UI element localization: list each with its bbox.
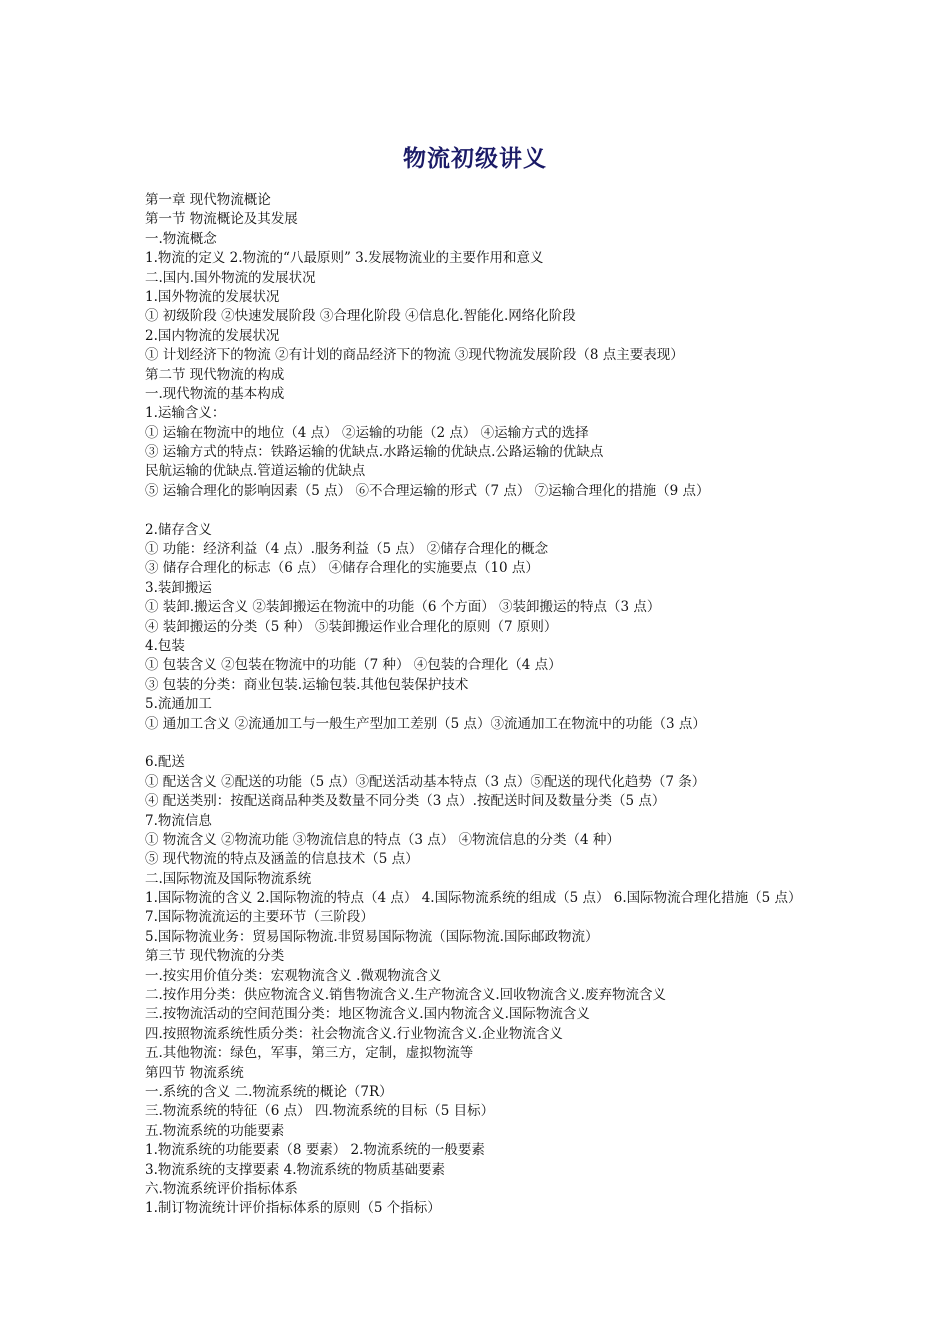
text-line: 一.物流概念 <box>145 230 217 247</box>
text-line: ③ 运输方式的特点：铁路运输的优缺点.水路运输的优缺点.公路运输的优缺点 <box>145 444 604 461</box>
document-title: 物流初级讲义 <box>403 145 547 172</box>
text-line: 4.包装 <box>145 637 185 654</box>
text-line: 五.物流系统的功能要素 <box>145 1122 285 1139</box>
text-line: ① 运输在物流中的地位（4 点） ②运输的功能（2 点） ④运输方式的选择 <box>145 424 589 441</box>
text-line: ③ 储存合理化的标志（6 点） ④储存合理化的实施要点（10 点） <box>145 560 539 577</box>
text-line: 1.国外物流的发展状况 <box>145 288 280 305</box>
text-line: 1.物流的定义 2.物流的“八最原则” 3.发展物流业的主要作用和意义 <box>145 250 544 267</box>
text-line: 第三节 现代物流的分类 <box>145 948 285 965</box>
text-line: ④ 配送类别：按配送商品种类及数量不同分类（3 点）.按配送时间及数量分类（5 点） <box>145 793 666 810</box>
text-line: 1.国际物流的含义 2.国际物流的特点（4 点） 4.国际物流系统的组成（5 点） 6.国际物流合理化措施（5 点） 7.国际物流流运的主要环节（三阶段） <box>145 890 802 926</box>
text-line: ① 通加工含义 ②流通加工与一般生产型加工差别（5 点）③流通加工在物流中的功能（3 点） <box>145 715 706 732</box>
blank-line <box>145 501 815 520</box>
text-line: 五.其他物流：绿色，军事，第三方，定制，虚拟物流等 <box>145 1045 474 1062</box>
text-line: 一.系统的含义 二.物流系统的概论（7R） <box>145 1084 393 1100</box>
text-line: 2.国内物流的发展状况 <box>145 327 280 344</box>
text-line: 1.制订物流统计评价指标体系的原则（5 个指标） <box>145 1200 441 1217</box>
text-line: 1.物流系统的功能要素（8 要素） 2.物流系统的一般要素 <box>145 1142 485 1159</box>
text-line: 5.国际物流业务：贸易国际物流.非贸易国际物流（国际物流.国际邮政物流） <box>145 928 599 945</box>
text-line: 5.流通加工 <box>145 696 212 713</box>
text-line: ① 配送含义 ②配送的功能（5 点）③配送活动基本特点（3 点）⑤配送的现代化趋势（7 条） <box>145 773 706 790</box>
text-line: 第二节 现代物流的构成 <box>145 366 285 383</box>
text-line: ③ 包装的分类：商业包装.运输包装.其他包装保护技术 <box>145 676 469 693</box>
text-line: 一.按实用价值分类：宏观物流含义 .微观物流含义 <box>145 967 442 984</box>
text-line: 三.按物流活动的空间范围分类：地区物流含义.国内物流含义.国际物流含义 <box>145 1006 590 1023</box>
text-line: 6.配送 <box>145 754 185 771</box>
text-line: 三.物流系统的特征（6 点） 四.物流系统的目标（5 目标） <box>145 1103 495 1120</box>
text-line: 3.装卸搬运 <box>145 579 212 596</box>
text-line: ① 物流含义 ②物流功能 ③物流信息的特点（3 点） ④物流信息的分类（4 种） <box>145 831 620 848</box>
text-line: 二.国际物流及国际物流系统 <box>145 870 312 887</box>
text-line: 四.按照物流系统性质分类：社会物流含义.行业物流含义.企业物流含义 <box>145 1025 563 1042</box>
text-line: 1.运输含义： <box>145 405 226 422</box>
text-line: ① 初级阶段 ②快速发展阶段 ③合理化阶段 ④信息化.智能化.网络化阶段 <box>145 308 576 325</box>
text-line: ⑤ 运输合理化的影响因素（5 点） ⑥不合理运输的形式（7 点） ⑦运输合理化的措施（9 点） <box>145 482 710 499</box>
text-line: ① 包装含义 ②包装在物流中的功能（7 种） ④包装的合理化（4 点） <box>145 657 562 674</box>
text-line: 第四节 物流系统 <box>145 1064 244 1081</box>
text-line: 二.国内.国外物流的发展状况 <box>145 269 316 286</box>
text-line: 7.物流信息 <box>145 812 212 829</box>
text-line: ① 装卸.搬运含义 ②装卸搬运在物流中的功能（6 个方面） ③装卸搬运的特点（3 点） <box>145 599 661 616</box>
text-line: 一.现代物流的基本构成 <box>145 385 285 402</box>
text-line: 二.按作用分类：供应物流含义.销售物流含义.生产物流含义.回收物流含义.废弃物流含义 <box>145 987 666 1004</box>
document-body <box>145 191 815 1219</box>
text-line: ① 功能：经济利益（4 点）.服务利益（5 点） ②储存合理化的概念 <box>145 541 549 558</box>
text-line: ① 计划经济下的物流 ②有计划的商品经济下的物流 ③现代物流发展阶段（8 点主要表现） <box>145 347 684 364</box>
blank-line <box>145 734 815 753</box>
text-line: 六.物流系统评价指标体系 <box>145 1180 298 1197</box>
text-line: 3.物流系统的支撑要素 4.物流系统的物质基础要素 <box>145 1161 446 1178</box>
text-line: 民航运输的优缺点.管道运输的优缺点 <box>145 463 366 480</box>
text-line: 第一节 物流概论及其发展 <box>145 211 298 228</box>
text-line: ⑤ 现代物流的特点及涵盖的信息技术（5 点） <box>145 851 419 868</box>
text-line: 2.储存含义 <box>145 521 212 538</box>
text-line: 第一章 现代物流概论 <box>145 192 271 208</box>
text-line: ④ 装卸搬运的分类（5 种） ⑤装卸搬运作业合理化的原则（7 原则） <box>145 618 558 635</box>
